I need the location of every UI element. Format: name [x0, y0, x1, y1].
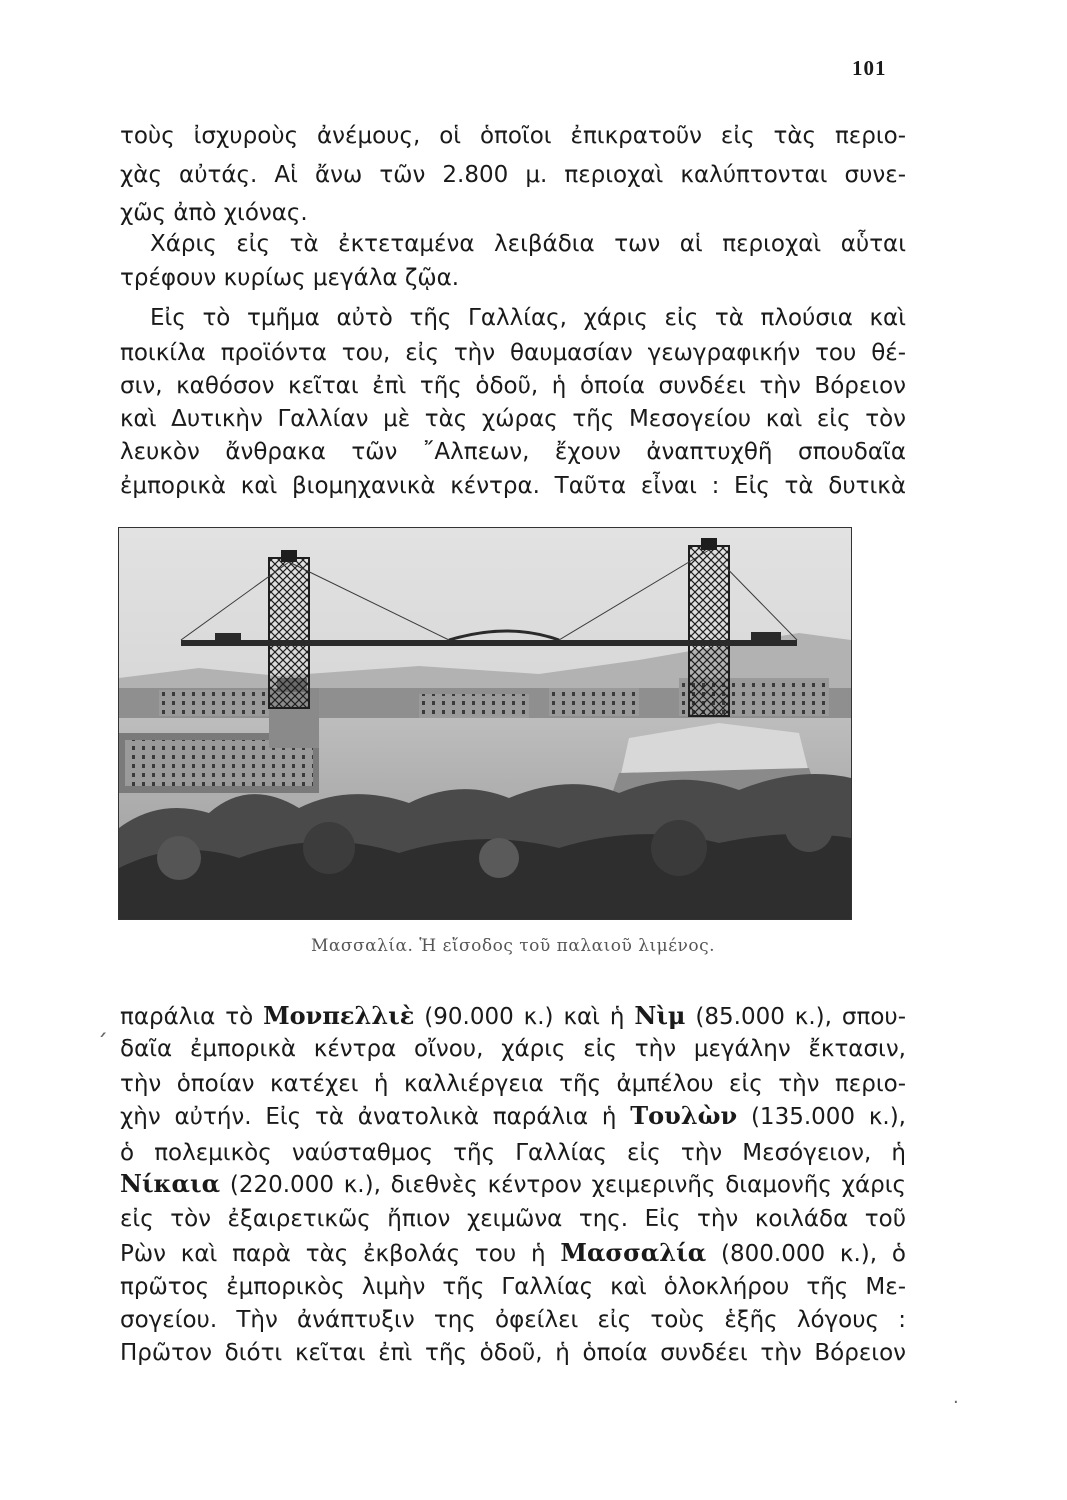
text-line: Χάρις εἰς τὰ ἐκτεταμένα λειβάδια των αἱ περιοχαὶ αὗται — [150, 231, 906, 257]
text-line: σογείου. Τὴν ἀνάπτυξιν της ὀφείλει εἰς τοὺς ἑξῆς λόγους : — [120, 1307, 906, 1333]
page-number: 101 — [852, 56, 887, 80]
text-line: Νίκαια (220.000 κ.), διεθνὲς κέντρον χειμερινῆς διαμονῆς χάρις — [120, 1169, 906, 1198]
text-line: χῶς ἀπὸ χιόνας. — [120, 200, 308, 226]
transporter-bridge-illustration — [119, 528, 851, 919]
text-line: δαῖα ἐμπορικὰ κέντρα οἴνου, χάρις εἰς τὴν μεγάλην ἔκτασιν, — [120, 1036, 906, 1062]
figure-caption: Μασσαλία. Ἡ εἴσοδος τοῦ παλαιοῦ λιμένος. — [311, 936, 715, 956]
text-line: τρέφουν κυρίως μεγάλα ζῷα. — [120, 265, 460, 291]
text-line: Ρὼν καὶ παρὰ τὰς ἐκβολάς του ἡ Μασσαλία (800.000 κ.), ὁ — [120, 1238, 906, 1267]
text-line: τοὺς ἰσχυροὺς ἀνέμους, οἱ ὁποῖοι ἐπικρατοῦν εἰς τὰς περιο- — [120, 123, 906, 149]
harbor-photo — [118, 527, 852, 920]
margin-dot: · — [953, 1392, 959, 1413]
text-line: ὁ πολεμικὸς ναύσταθμος τῆς Γαλλίας εἰς τὴν Μεσόγειον, ἡ — [120, 1140, 906, 1166]
text-line: χὰς αὐτάς. Αἱ ἄνω τῶν 2.800 μ. περιοχαὶ καλύπτονται συνε- — [120, 162, 906, 188]
margin-tick: ´ — [96, 1030, 108, 1058]
text-line: ποικίλα προϊόντα του, εἰς τὴν θαυμασίαν γεωγραφικήν του θέ- — [120, 340, 906, 366]
text-line: σιν, καθόσον κεῖται ἐπὶ τῆς ὁδοῦ, ἡ ὁποία συνδέει τὴν Βόρειον — [120, 373, 906, 399]
text-line: λευκὸν ἄνθρακα τῶν ῎Αλπεων, ἔχουν ἀναπτυχθῆ σπουδαῖα — [120, 439, 906, 465]
text-line: πρῶτος ἐμπορικὸς λιμὴν τῆς Γαλλίας καὶ ὁλοκλήρου τῆς Με- — [120, 1274, 906, 1300]
text-line: καὶ Δυτικὴν Γαλλίαν μὲ τὰς χώρας τῆς Μεσογείου καὶ εἰς τὸν — [120, 406, 906, 432]
text-line: χὴν αὐτήν. Εἰς τὰ ἀνατολικὰ παράλια ἡ Τουλὼν (135.000 κ.), — [120, 1101, 906, 1130]
text-line: ἐμπορικὰ καὶ βιομηχανικὰ κέντρα. Ταῦτα εἶναι : Εἰς τὰ δυτικὰ — [120, 473, 906, 499]
text-line: παράλια τὸ Μονπελλιὲ (90.000 κ.) καὶ ἡ Νὶμ (85.000 κ.), σπου- — [120, 1001, 906, 1030]
text-line: τὴν ὁποίαν κατέχει ἡ καλλιέργεια τῆς ἀμπέλου εἰς τὴν περιο- — [120, 1071, 906, 1097]
text-line: Εἰς τὸ τμῆμα αὐτὸ τῆς Γαλλίας, χάρις εἰς τὰ πλούσια καὶ — [150, 305, 906, 331]
text-line: Πρῶτον διότι κεῖται ἐπὶ τῆς ὁδοῦ, ἡ ὁποία συνδέει τὴν Βόρειον — [120, 1340, 906, 1366]
text-line: εἰς τὸν ἐξαιρετικῶς ἤπιον χειμῶνα της. Εἰς τὴν κοιλάδα τοῦ — [120, 1206, 906, 1232]
